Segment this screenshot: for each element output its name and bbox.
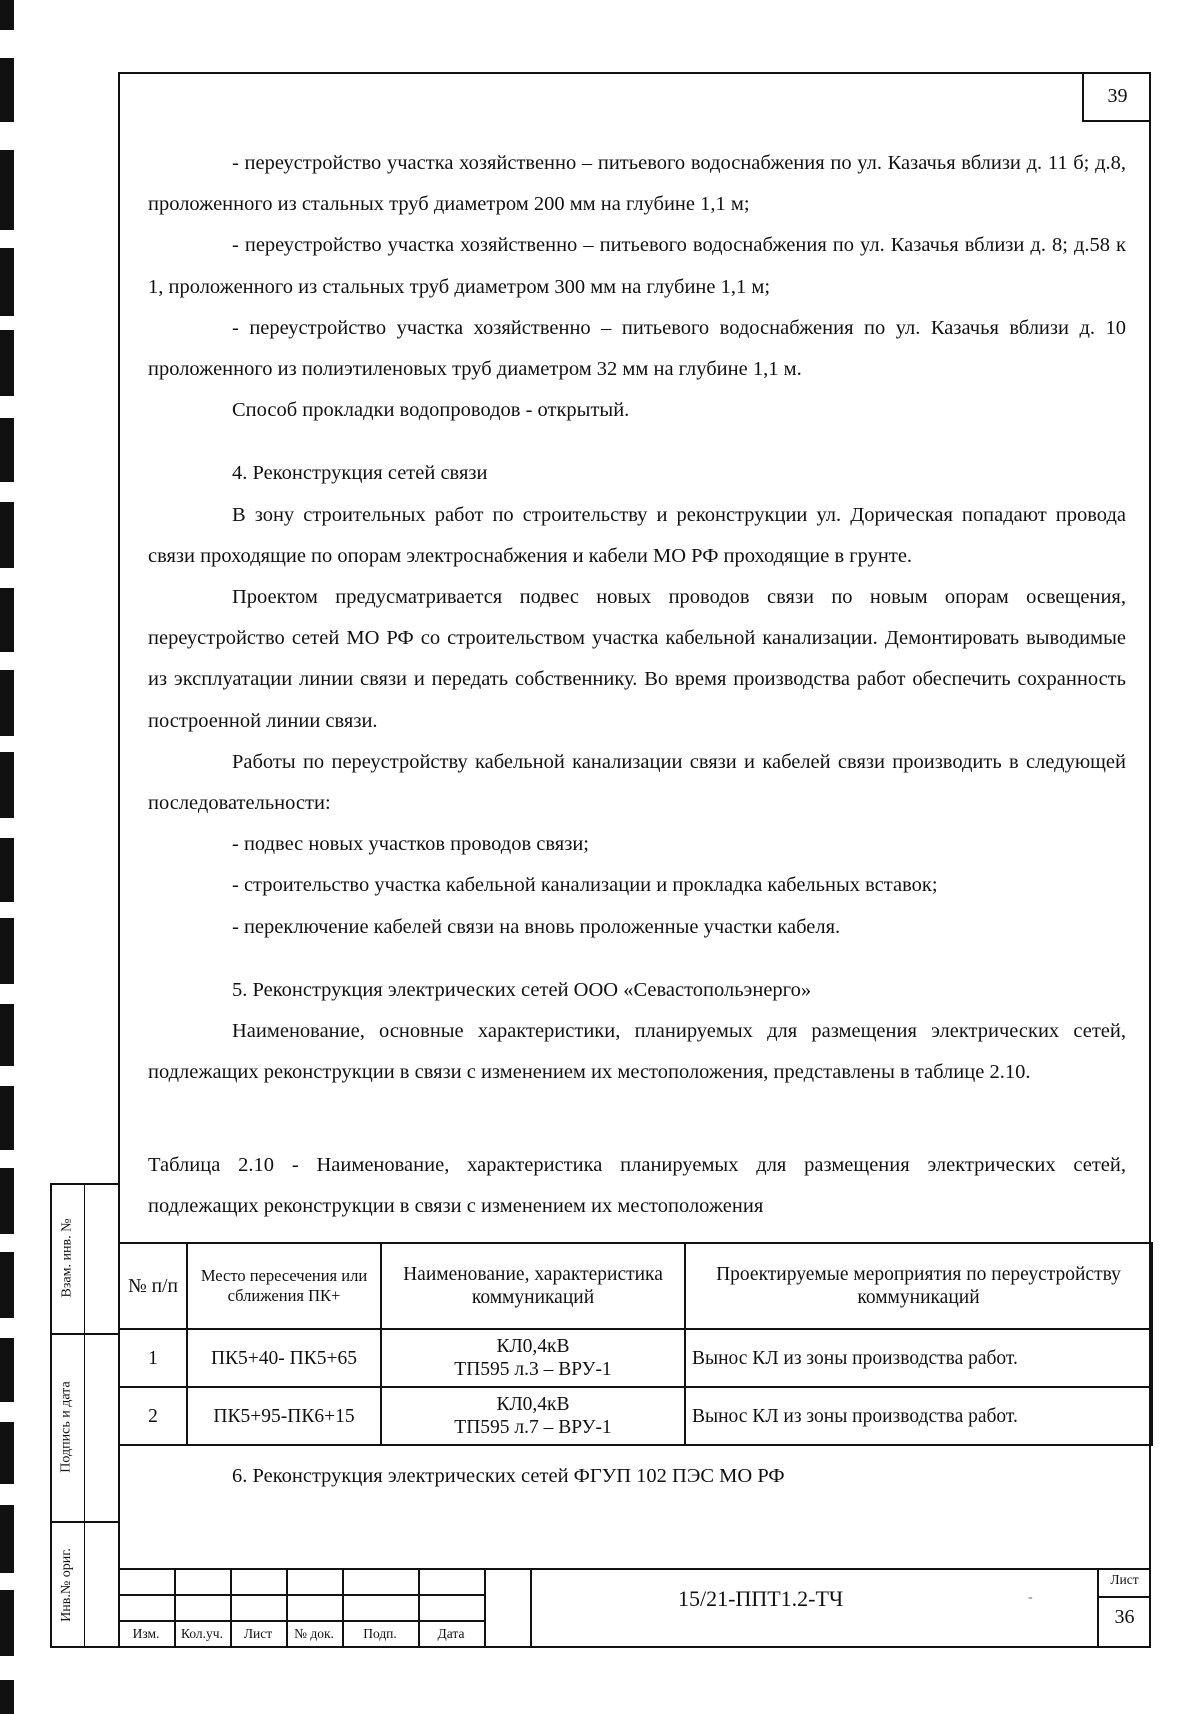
cell-name <box>381 1329 685 1387</box>
header-name: Наименование, характеристика коммуникаций <box>381 1243 685 1329</box>
sheet-number: 36 <box>1114 1606 1135 1628</box>
list-item: - подвес новых участков проводов связи; <box>232 833 589 856</box>
paragraph: Наименование, основные характеристики, планируемых для размещения электрических сетей, подлежащих реконструкции в связи с изменением их местоположения, представлены в таблице 2.10. <box>148 1020 1126 1084</box>
list-item: - строительство участка кабельной канализации и прокладка кабельных вставок; <box>232 874 938 897</box>
header-place: Место пересечения или сближения ПК+ <box>187 1243 381 1329</box>
sidebar-label-signature: Подпись и дата <box>59 1381 75 1473</box>
stamp-label: Дата <box>437 1626 465 1641</box>
cell-place: ПК5+40- ПК5+65 <box>187 1329 381 1387</box>
cell-action: Вынос КЛ из зоны производства работ. <box>685 1387 1152 1445</box>
body-text <box>148 143 1126 1093</box>
sidebar-label-replace: Взам. инв. № <box>59 1218 74 1298</box>
table-caption: Таблица 2.10 - Наименование, характеристика планируемых для размещения электрических сетей, подлежащих реконструкции в связи с изменением их местоположения <box>148 1154 1126 1217</box>
stamp-mark: - <box>1028 1590 1033 1605</box>
paragraph: - переустройство участка хозяйственно – питьевого водоснабжения по ул. Казачья вблизи д. 8; д.58 к 1, проложенного из стальных труб диаметром 300 мм на глубине 1,1 м; <box>148 234 1126 298</box>
cell-place: ПК5+95-ПК6+15 <box>187 1387 381 1445</box>
paragraph: - переустройство участка хозяйственно – питьевого водоснабжения по ул. Казачья вблизи д. 11 б; д.8, проложенного из стальных труб диаметром 200 мм на глубине 1,1 м; <box>148 152 1126 216</box>
page-number-top: 39 <box>1082 72 1151 122</box>
title-block <box>118 1568 1151 1648</box>
table-2-10 <box>118 1242 1153 1446</box>
paragraph: - переустройство участка хозяйственно – питьевого водоснабжения по ул. Казачья вблизи д. 10 проложенного из полиэтиленовых труб диаметром 32 мм на глубине 1,1 м. <box>148 316 1126 381</box>
cell-name-line: КЛ0,4кВ <box>496 1394 570 1415</box>
stamp-label: Кол.уч. <box>181 1626 223 1641</box>
section-heading-4: 4. Реконструкция сетей связи <box>232 462 488 485</box>
cell-name-line: ТП595 л.7 – ВРУ-1 <box>454 1417 612 1438</box>
header-number: № п/п <box>119 1243 187 1329</box>
cell-name-line: ТП595 л.3 – ВРУ-1 <box>454 1359 612 1380</box>
stamp-label: № док. <box>294 1626 334 1641</box>
sidebar-label-original: Инв.№ ориг. <box>59 1547 75 1622</box>
cell-name-line: КЛ0,4кВ <box>496 1336 570 1357</box>
paragraph: Работы по переустройству кабельной канализации связи и кабелей связи производить в следующей последовательности: <box>148 750 1126 815</box>
sheet-label: Лист <box>1110 1572 1139 1587</box>
stamp-label: Лист <box>243 1626 273 1641</box>
cell-number: 2 <box>119 1387 187 1445</box>
section-heading-6: 6. Реконструкция электрических сетей ФГУП 102 ПЭС МО РФ <box>232 1465 785 1487</box>
paragraph: В зону строительных работ по строительству и реконструкции ул. Дорическая попадают провода связи проходящие по опорам электроснабжения и кабели МО РФ проходящие в грунте. <box>148 503 1126 567</box>
paragraph: Проектом предусматривается подвес новых проводов связи по новым опорам освещения, переустройство сетей МО РФ со строительством участка кабельной канализации. Демонтировать выводимые из эксплуатации линии связи и передать собственнику. Во время производства работ обеспечить сохранность построенной линии связи. <box>148 586 1126 732</box>
header-action: Проектируемые мероприятия по переустройству коммуникаций <box>685 1243 1152 1329</box>
cell-name <box>381 1387 685 1445</box>
table-row <box>119 1329 1152 1387</box>
cell-action: Вынос КЛ из зоны производства работ. <box>685 1329 1152 1387</box>
stamp-label: Изм. <box>132 1626 160 1641</box>
table-header-row <box>119 1243 1152 1329</box>
left-margin-stamp <box>50 1183 118 1648</box>
section-heading-5: 5. Реконструкция электрических сетей ООО «Севастопольэнерго» <box>232 978 812 1001</box>
list-item: - переключение кабелей связи на вновь проложенные участки кабеля. <box>232 915 841 938</box>
paragraph: Способ прокладки водопроводов - открытый. <box>232 399 630 422</box>
stamp-label: Подп. <box>363 1626 397 1641</box>
document-code: 15/21-ППТ1.2-ТЧ <box>678 1586 844 1611</box>
cell-number: 1 <box>119 1329 187 1387</box>
table-row <box>119 1387 1152 1445</box>
